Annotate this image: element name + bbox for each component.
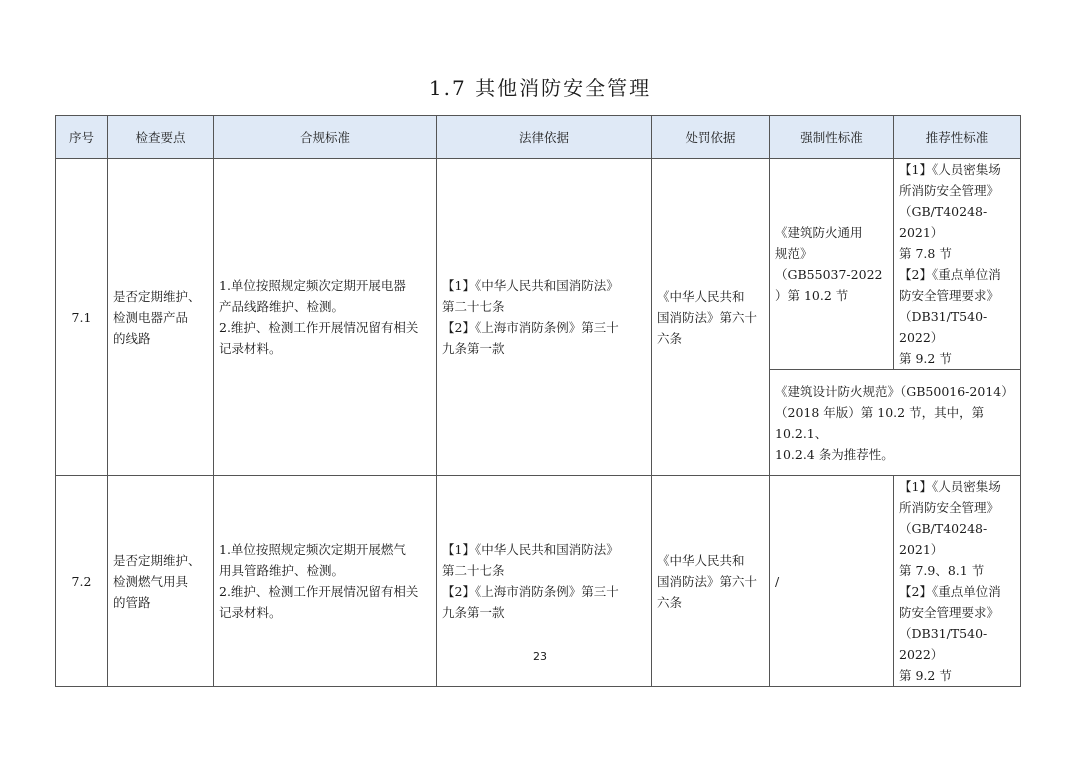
page-title: 1.7 其他消防安全管理 [428,76,652,100]
header-check-point: 检查要点 [108,116,214,159]
row-check-point: 是否定期维护、 检测电器产品 的线路 [108,159,214,476]
row-extra-standard: 《建筑设计防火规范》（GB50016-2014） （2018 年版）第 10.2 节，其中，第 10.2.1、 10.2.4 条为推荐性。 [770,370,1021,476]
inspection-table [55,115,1021,687]
row-compliance-standard: 1.单位按照规定频次定期开展电器 产品线路维护、检测。 2.维护、检测工作开展情况留有相关 记录材料。 [214,159,437,476]
row-mandatory-standard: / [770,476,894,687]
page-number: 23 [533,650,547,663]
table-row [56,159,1021,370]
row-compliance-standard: 1.单位按照规定频次定期开展燃气 用具管路维护、检测。 2.维护、检测工作开展情况留有相关 记录材料。 [214,476,437,687]
row-legal-basis: 【1】《中华人民共和国消防法》 第二十七条 【2】《上海市消防条例》第三十 九条第一款 [437,159,652,476]
row-check-point: 是否定期维护、 检测燃气用具 的管路 [108,476,214,687]
header-seq: 序号 [56,116,108,159]
row-penalty-basis: 《中华人民共和 国消防法》第六十 六条 [652,159,770,476]
header-recommended-standard: 推荐性标准 [894,116,1021,159]
header-mandatory-standard: 强制性标准 [770,116,894,159]
table-header-row [56,116,1021,159]
header-compliance-standard: 合规标准 [214,116,437,159]
row-recommended-standard: 【1】《人员密集场 所消防安全管理》 （GB/T40248-2021） 第 7.8 节 【2】《重点单位消 防安全管理要求》 （DB31/T540-2022） 第 9.2 节 [894,159,1021,370]
row-legal-basis: 【1】《中华人民共和国消防法》 第二十七条 【2】《上海市消防条例》第三十 九条第一款 [437,476,652,687]
row-seq: 7.2 [56,476,108,687]
row-recommended-standard: 【1】《人员密集场 所消防安全管理》 （GB/T40248-2021） 第 7.9、8.1 节 【2】《重点单位消 防安全管理要求》 （DB31/T540-2022） 第 9.2 节 [894,476,1021,687]
header-penalty-basis: 处罚依据 [652,116,770,159]
row-mandatory-standard: 《建筑防火通用 规范》 （GB55037-2022 ）第 10.2 节 [770,159,894,370]
header-legal-basis: 法律依据 [437,116,652,159]
row-seq: 7.1 [56,159,108,476]
row-penalty-basis: 《中华人民共和 国消防法》第六十 六条 [652,476,770,687]
